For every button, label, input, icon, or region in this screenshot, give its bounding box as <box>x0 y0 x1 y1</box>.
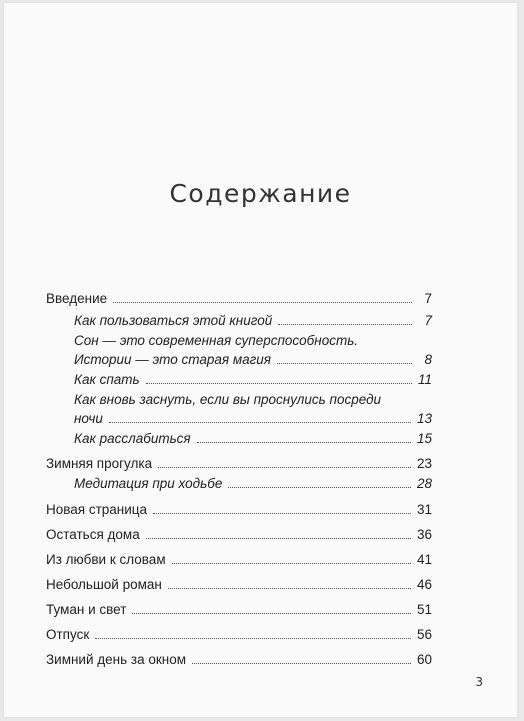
toc-entry-page: 13 <box>416 411 432 426</box>
toc-entry-label: Из любви к словам <box>46 552 166 567</box>
toc-entry-sleep-line1: Сон — это современная суперспособность. <box>74 333 359 348</box>
leader-dots <box>168 588 411 589</box>
toc-entry-how-to-use <box>46 312 432 329</box>
toc-entry-label: Зимняя прогулка <box>46 456 153 471</box>
leader-dots <box>146 383 412 384</box>
toc-entry-page: 36 <box>416 527 432 542</box>
toc-entry-page: 60 <box>416 652 432 667</box>
toc-entry-winter-walk <box>46 455 432 472</box>
toc-entry-page: 15 <box>416 431 432 446</box>
leader-dots <box>113 302 412 303</box>
toc-entry-winter-day <box>46 651 432 668</box>
toc-entry-vacation <box>46 626 432 643</box>
book-page <box>4 3 517 717</box>
toc-entry-new-page <box>46 501 432 518</box>
toc-entry-page: 23 <box>416 456 432 471</box>
leader-dots <box>158 467 411 468</box>
leader-dots <box>277 363 412 364</box>
toc-entry-page: 56 <box>416 627 432 642</box>
table-of-contents <box>46 290 432 668</box>
toc-entry-label: Небольшой роман <box>46 577 162 592</box>
toc-entry-page: 51 <box>416 602 432 617</box>
leader-dots <box>228 487 411 488</box>
leader-dots <box>146 538 411 539</box>
toc-entry-label: Остаться дома <box>46 527 140 542</box>
leader-dots <box>172 563 411 564</box>
toc-entry-page: 46 <box>416 577 432 592</box>
toc-entry-label: Новая страница <box>46 502 148 517</box>
page-title: Содержание <box>169 179 352 208</box>
toc-entry-page: 41 <box>416 552 432 567</box>
toc-entry-label: ночи <box>74 411 103 426</box>
toc-entry-love-words <box>46 551 432 568</box>
toc-entry-how-to-sleep <box>46 371 432 388</box>
leader-dots <box>95 638 411 639</box>
toc-entry-page: 31 <box>416 502 432 517</box>
toc-entry-label: Отпуск <box>46 627 90 642</box>
toc-entry-page: 7 <box>424 291 432 306</box>
leader-dots <box>278 324 412 325</box>
toc-entry-page: 7 <box>424 313 432 328</box>
page-number: 3 <box>475 675 483 689</box>
toc-entry-label: Зимний день за окном <box>46 652 186 667</box>
leader-dots <box>197 442 411 443</box>
leader-dots <box>153 513 411 514</box>
toc-entry-sleep-line2 <box>46 351 432 368</box>
leader-dots <box>109 422 411 423</box>
toc-entry-page: 8 <box>424 352 432 367</box>
toc-entry-fog-light <box>46 601 432 618</box>
leader-dots <box>132 613 411 614</box>
toc-entry-small-novel <box>46 576 432 593</box>
toc-entry-label: Как пользоваться этой книгой <box>74 313 273 328</box>
toc-entry-fall-asleep-line1: Как вновь заснуть, если вы проснулись посреди <box>74 392 382 407</box>
toc-entry-page: 28 <box>416 476 432 491</box>
toc-entry-label: Медитация при ходьбе <box>74 476 223 491</box>
toc-entry-page: 11 <box>417 372 432 387</box>
toc-entry-label: Как расслабиться <box>74 431 191 446</box>
toc-entry-label: Как спать <box>74 372 140 387</box>
toc-entry-stay-home <box>46 526 432 543</box>
toc-entry-label: Истории — это старая магия <box>74 352 271 367</box>
toc-entry-relax <box>46 430 432 447</box>
toc-entry-intro <box>46 290 432 307</box>
leader-dots <box>192 663 411 664</box>
toc-entry-fall-asleep-line2 <box>46 410 432 427</box>
toc-entry-label: Туман и свет <box>46 602 127 617</box>
toc-entry-walking-meditation <box>46 475 432 492</box>
toc-entry-label: Введение <box>46 291 108 306</box>
